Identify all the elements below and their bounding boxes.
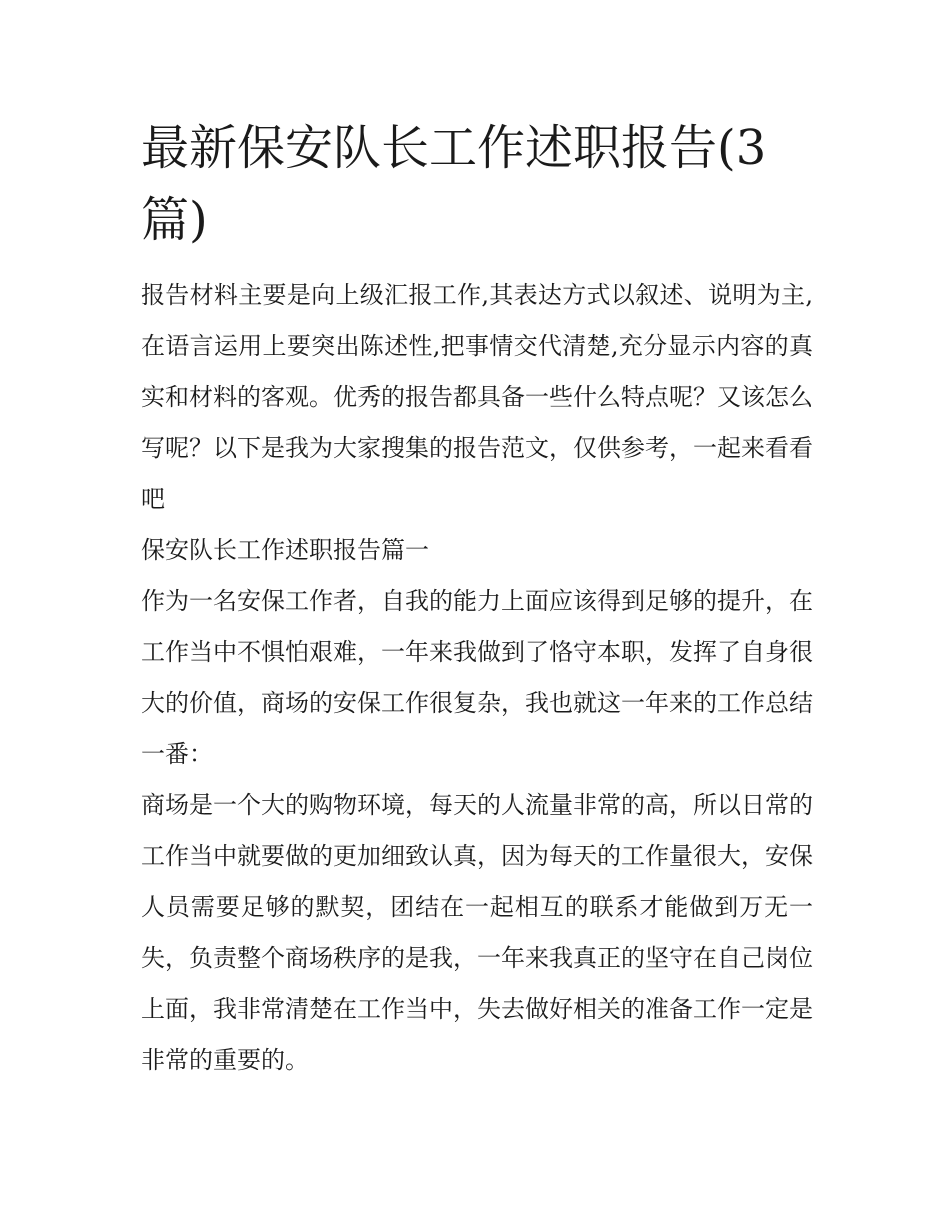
body-paragraph-1: 作为一名安保工作者，自我的能力上面应该得到足够的提升，在工作当中不惧怕艰难，一年来我做到了恪守本职，发挥了自身很大的价值，商场的安保工作很复杂，我也就这一年来的工作总结一番：: [141, 587, 813, 768]
document-title: 最新保安队长工作述职报告(3篇): [141, 120, 767, 248]
document-page: [141, 112, 813, 1086]
intro-paragraph: 报告材料主要是向上级汇报工作,其表达方式以叙述、说明为主,在语言运用上要突出陈述性,把事情交代清楚,充分显示内容的真实和材料的客观。优秀的报告都具备一些什么特点呢？又该怎么写呢？以下是我为大家搜集的报告范文，仅供参考，一起来看看吧: [141, 281, 813, 513]
body-paragraph-2: 商场是一个大的购物环境，每天的人流量非常的高，所以日常的工作当中就要做的更加细致认真，因为每天的工作量很大，安保人员需要足够的默契，团结在一起相互的联系才能做到万无一失，负责整个商场秩序的是我，一年来我真正的坚守在自己岗位上面，我非常清楚在工作当中，失去做好相关的准备工作一定是非常的重要的。: [141, 791, 813, 1074]
section-heading: 保安队长工作述职报告篇一: [141, 536, 429, 564]
